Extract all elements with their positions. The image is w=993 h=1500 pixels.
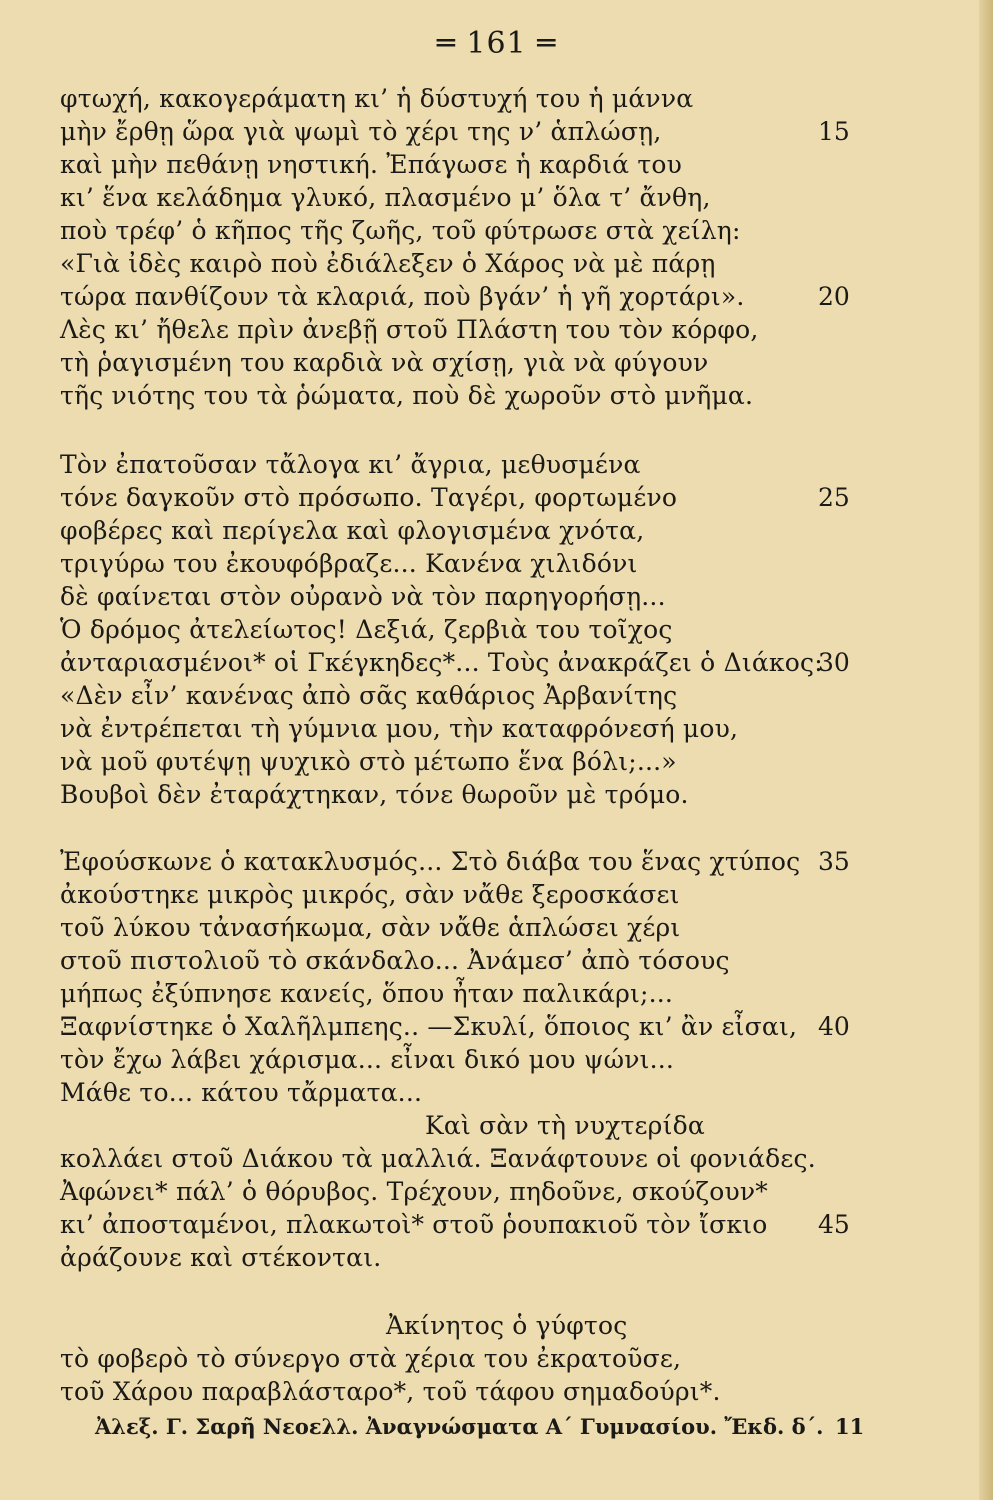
poem-line: καὶ μὴν πεθάνῃ νηστική. Ἐπάγωσε ἡ καρδιά του	[60, 150, 683, 179]
poem-line: ποὺ τρέφ’ ὁ κῆπος τῆς ζωῆς, τοῦ φύτρωσε στὰ χείλη:	[60, 216, 741, 245]
poem-line: τὸν ἔχω λάβει χάρισμα... εἶναι δικό μου ψώνι...	[60, 1045, 675, 1074]
poem-line: «Δὲν εἶν’ κανένας ἀπὸ σᾶς καθάριος Ἀρβανίτης	[60, 681, 678, 710]
poem-line: φοβέρες καὶ περίγελα καὶ φλογισμένα χνότα,	[60, 516, 645, 545]
poem-line: στοῦ πιστολιοῦ τὸ σκάνδαλο... Ἀνάμεσ’ ἀπὸ τόσους	[60, 946, 730, 975]
poem-line-indented: Ἀκίνητος ὁ γύφτος	[386, 1311, 628, 1340]
poem-line: τὸ φοβερὸ τὸ σύνεργο στὰ χέρια του ἐκρατοῦσε,	[60, 1344, 682, 1373]
poem-line: δὲ φαίνεται στὸν οὐρανὸ νὰ τὸν παρηγορήσῃ...	[60, 582, 666, 611]
poem-line: νὰ ἐντρέπεται τὴ γύμνια μου, τὴν καταφρόνεσή μου,	[60, 714, 739, 743]
line-number: 45	[818, 1210, 850, 1239]
poem-line: κι’ ἕνα κελάδημα γλυκό, πλασμένο μ’ ὅλα τ’ ἄνθη,	[60, 183, 711, 212]
poem-line: κι’ ἀποσταμένοι, πλακωτοὶ* στοῦ ῥουπακιοῦ τὸν ἴσκιο	[60, 1210, 768, 1239]
poem-line: Βουβοὶ δὲν ἐταράχτηκαν, τόνε θωροῦν μὲ τρόμο.	[60, 780, 689, 809]
poem-line: Ἀφώνει* πάλ’ ὁ θόρυβος. Τρέχουν, πηδοῦνε, σκούζουν*	[60, 1177, 768, 1206]
poem-line: ἀκούστηκε μικρὸς μικρός, σὰν νἄθε ξεροσκάσει	[60, 880, 680, 909]
poem-line: ἀράζουνε καὶ στέκονται.	[60, 1243, 382, 1272]
printer-signature: 11	[835, 1414, 865, 1439]
poem-line: Τὸν ἐπατοῦσαν τἄλογα κι’ ἄγρια, μεθυσμένα	[60, 450, 641, 479]
poem-line-indented: Καὶ σὰν τὴ νυχτερίδα	[425, 1111, 705, 1140]
line-number: 30	[818, 648, 850, 677]
footer-citation: Ἀλεξ. Γ. Σαρῆ Νεοελλ. Ἀναγνώσματα Α΄ Γυμνασίου. Ἔκδ. δ΄.	[95, 1414, 824, 1439]
footer	[95, 1414, 865, 1439]
poem-line: Ὁ δρόμος ἀτελείωτος! Δεξιά, ζερβιὰ του τοῖχος	[60, 615, 673, 644]
poem-line: Ἐφούσκωνε ὁ κατακλυσμός... Στὸ διάβα του ἕνας χτύπος	[60, 847, 801, 876]
page-edge	[979, 0, 993, 1500]
poem-line: τῆς νιότης του τὰ ῥώματα, ποὺ δὲ χωροῦν στὸ μνῆμα.	[60, 381, 754, 410]
poem-line: τοῦ λύκου τἀνασήκωμα, σὰν νἄθε ἁπλώσει χέρι	[60, 913, 681, 942]
line-number: 25	[818, 483, 850, 512]
poem-line: τριγύρω του ἐκουφόβραζε... Κανένα χιλιδόνι	[60, 549, 638, 578]
line-number: 15	[818, 117, 850, 146]
poem-line: νὰ μοῦ φυτέψῃ ψυχικὸ στὸ μέτωπο ἕνα βόλι;...»	[60, 747, 677, 776]
poem-line: κολλάει στοῦ Διάκου τὰ μαλλιά. Ξανάφτουνε οἱ φονιάδες.	[60, 1144, 816, 1173]
poem-line: Μάθε το... κάτου τἄρματα...	[60, 1078, 423, 1107]
poem-line: φτωχή, κακογεράματη κι’ ἡ δύστυχή του ἡ μάννα	[60, 84, 694, 113]
poem-line: τόνε δαγκοῦν στὸ πρόσωπο. Ταγέρι, φορτωμένο	[60, 483, 678, 512]
line-number: 20	[818, 282, 850, 311]
line-number: 35	[818, 847, 850, 876]
poem-line: μὴν ἔρθῃ ὥρα γιὰ ψωμὶ τὸ χέρι της ν’ ἁπλώσῃ,	[60, 117, 662, 146]
poem-line: τὴ ῥαγισμένη του καρδιὰ νὰ σχίσῃ, γιὰ νὰ φύγουν	[60, 348, 709, 377]
poem-line: «Γιὰ ἰδὲς καιρὸ ποὺ ἐδιάλεξεν ὁ Χάρος νὰ μὲ πάρῃ	[60, 249, 716, 278]
poem-line: μήπως ἐξύπνησε κανείς, ὅπου ἦταν παλικάρι;...	[60, 979, 674, 1008]
poem-line: τώρα πανθίζουν τὰ κλαριά, ποὺ βγάν’ ἡ γῆ χορτάρι».	[60, 282, 745, 311]
poem-line: Λὲς κι’ ἤθελε πρὶν ἀνεβῇ στοῦ Πλάστη του τὸν κόρφο,	[60, 315, 759, 344]
poem-line: Ξαφνίστηκε ὁ Χαλῆλμπεης.. —Σκυλί, ὅποιος κι’ ἂν εἶσαι,	[60, 1012, 798, 1041]
poem-line: ἀνταριασμένοι* οἱ Γκέγκηδες*... Τοὺς ἀνακράζει ὁ Διάκος:	[60, 648, 823, 677]
line-number: 40	[818, 1012, 850, 1041]
poem-line: τοῦ Χάρου παραβλάσταρο*, τοῦ τάφου σημαδούρι*.	[60, 1377, 721, 1406]
page-number: ═ 161 ═	[436, 26, 557, 61]
